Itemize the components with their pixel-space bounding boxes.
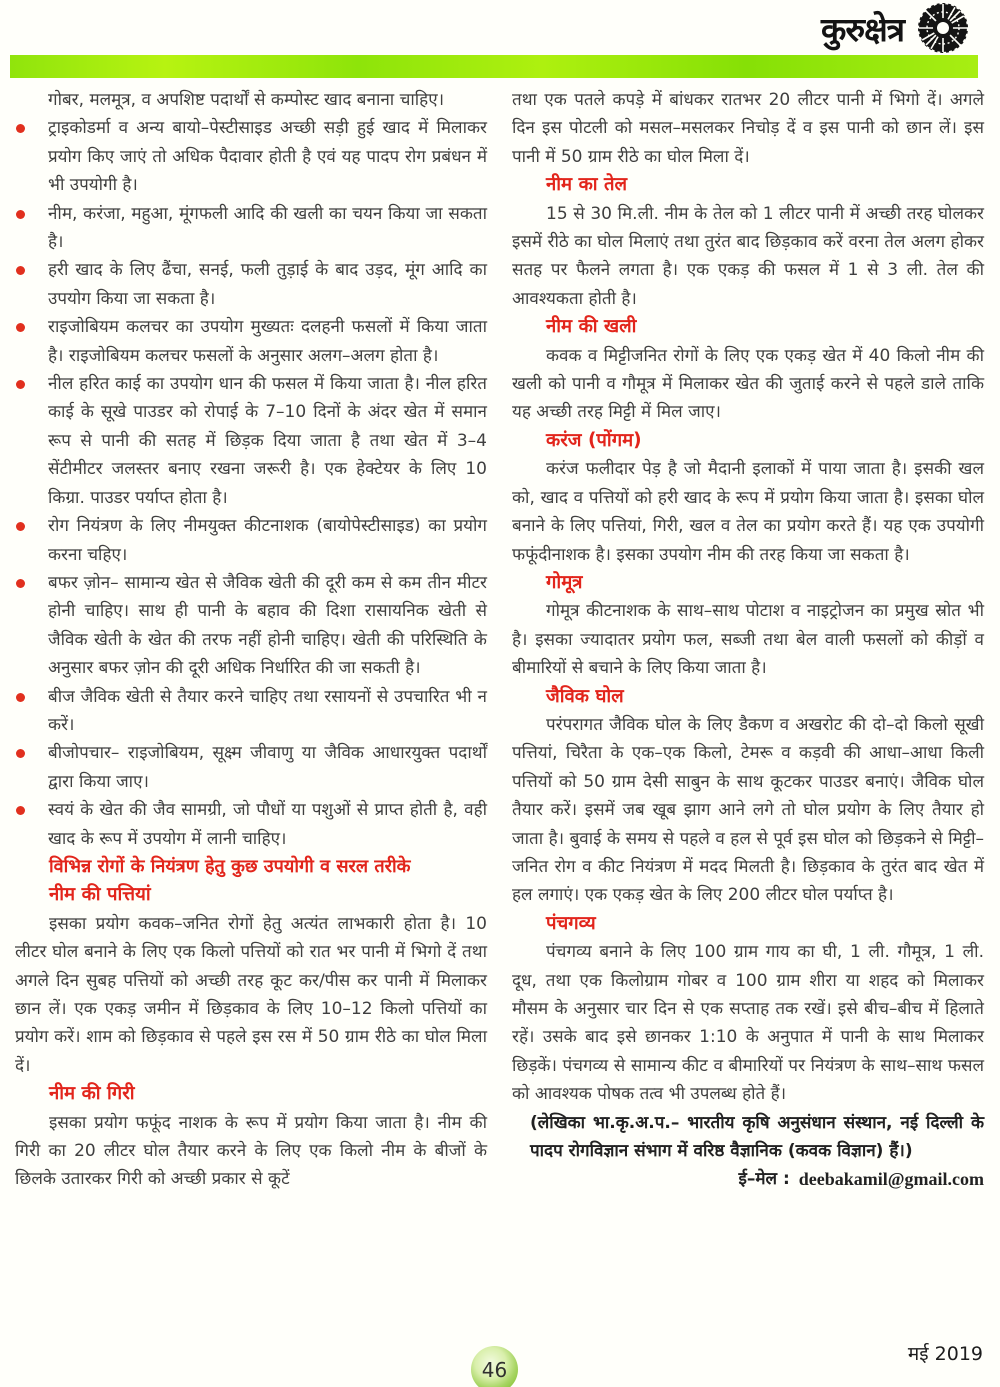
list-item [15,683,487,740]
subheading-neem-kernel: नीम की गिरी [49,1083,135,1105]
header-green-bar [10,55,978,78]
chakra-emblem-icon [916,1,970,55]
bullet-text: बफर ज़ोन– सामान्य खेत से जैविक खेती की दूरी कम से कम तीन मीटर होनी चाहिए। साथ ही पानी के बहाव की दिशा रासायनिक खेती से जैविक खेती के खेत की तरफ नहीं होनी चाहिए। खेती की परिस्थिति के अनुसार बफर ज़ोन की दूरी अधिक निर्धारित की जा सकती है। [48,572,487,679]
list-item [15,200,487,257]
subheading-panchgavya: पंचगव्य [546,912,596,934]
list-item [15,739,487,796]
email-label: ई–मेल : [738,1169,790,1190]
list-item [15,569,487,683]
section-heading: विभिन्न रोगों के नियंत्रण हेतु कुछ उपयोगी व सरल तरीके [49,855,411,877]
right-column [512,86,984,1194]
subheading-neem-cake: नीम की खली [546,316,637,338]
bullet-icon [16,323,25,332]
paragraph: गोमूत्र कीटनाशक के साथ–साथ पोटाश व नाइट्रोजन का प्रमुख स्रोत भी है। इसका ज्यादातर प्रयोग फल, सब्जी तथा बेल वाली फसलों को कीड़ों व बीमारियों से बचाने के लिए किया जाता है। [512,601,984,679]
subheading-jaivik-ghol: जैविक घोल [546,685,624,707]
paragraph: इसका प्रयोग कवक–जनित रोगों हेतु अत्यंत लाभकारी होता है। 10 लीटर घोल बनाने के लिए एक किलो पत्तियों को रात भर पानी में भिगो दें तथा अगले दिन सुबह पत्तियों को अच्छी तरह कूट कर/पीस कर पानी में मिलाकर छान लें। एक एकड़ जमीन में छिड़काव के लिए 10–12 किलो पत्तियों का प्रयोग करें। शाम को छिड़काव से पहले इस रस में 50 ग्राम रीठे का घोल मिला दें। [15,913,487,1076]
paragraph: कवक व मिट्टीजनित रोगों के लिए एक एकड़ खेत में 40 किलो नीम की खली को पानी व गौमूत्र में मिलाकर खेत की जुताई करने से पहले डाले ताकि यह अच्छी तरह मिट्टी में मिल जाए। [512,345,984,423]
subheading-neem-oil: नीम का तेल [546,174,628,196]
paragraph: 15 से 30 मि.ली. नीम के तेल को 1 लीटर पानी में अच्छी तरह घोलकर इसमें रीठे का घोल मिलाएं तथा तुरंत बाद छिड़काव करें वरना तेल अलग होकर सतह पर फैलने लगता है। एक एकड़ की फसल में 1 से 3 ली. तेल की आवश्यकता होती है। [512,203,984,309]
paragraph: करंज फलीदार पेड़ है जो मैदानी इलाकों में पाया जाता है। इसकी खल को, खाद व पत्तियों को हरी खाद के रूप में प्रयोग किया जाता है। इसका घोल बनाने के लिए पत्तियां, गिरी, खल व तेल का प्रयोग करते हैं। यह एक उपयोगी फफूंदीनाशक है। इसका उपयोग नीम की तरह किया जा सकता है। [512,459,984,565]
subheading-neem-leaves: नीम की पत्तियां [49,884,151,906]
paragraph: इसका प्रयोग फफूंद नाशक के रूप में प्रयोग किया जाता है। नीम की गिरी का 20 लीटर घोल तैयार करने के लिए एक किलो नीम के बीजों के छिलके उतारकर गिरी को अच्छी प्रकार से कूटें [15,1112,487,1190]
bullet-icon [16,806,25,815]
author-note: (लेखिका भा.कृ.अ.प.– भारतीय कृषि अनुसंधान संस्थान, नई दिल्ली के पादप रोगविज्ञान संभाग में वरिष्ठ वैज्ञानिक (कवक विज्ञान) हैं।) [530,1112,984,1162]
bullet-text: स्वयं के खेत की जैव सामग्री, जो पौधों या पशुओं से प्राप्त होती है, वही खाद के रूप में उपयोग में लानी चाहिए। [48,800,487,849]
magazine-title: कुरुक्षेत्र [821,10,904,49]
list-item [15,370,487,512]
bullet-icon [16,579,25,588]
bullet-icon [16,380,25,389]
left-column [15,86,487,1194]
bullet-icon [16,266,25,275]
bullet-text: राइजोबियम कलचर का उपयोग मुख्यतः दलहनी फसलों में किया जाता है। राइजोबियम कलचर फसलों के अनुसार अलग–अलग होता है। [48,317,487,366]
email-row [512,1165,984,1193]
list-item [15,796,487,853]
bullet-text: बीजोपचार– राइजोबियम, सूक्ष्म जीवाणु या जैविक आधारयुक्त पदार्थों द्वारा किया जाए। [48,743,487,792]
bullet-icon [16,210,25,219]
bullet-icon [16,124,25,133]
bullet-icon [16,522,25,531]
issue-date: मई 2019 [907,1343,983,1365]
bullet-icon [16,749,25,758]
subheading-karanj: करंज (पोंगम) [546,429,642,451]
bullet-text: हरी खाद के लिए ढैंचा, सनई, फली तुड़ाई के बाद उड़द, मूंग आदि का उपयोग किया जा सकता है। [48,260,487,309]
list-item [15,313,487,370]
email-address: deebakamil@gmail.com [798,1169,984,1190]
list-item [15,512,487,569]
bullet-text: नीम, करंजा, महुआ, मूंगफली आदि की खली का चयन किया जा सकता है। [48,203,487,253]
list-item [15,114,487,199]
continuation-paragraph: तथा एक पतले कपड़े में बांधकर रातभर 20 लीटर पानी में भिगो दें। अगले दिन इस पोटली को मसल–मसलकर निचोड़ दें व इस पानी को छान लें। इस पानी में 50 ग्राम रीठे का घोल मिला दें। [512,90,984,167]
bullet-text: ट्राइकोडर्मा व अन्य बायो–पेस्टीसाइड अच्छी सड़ी हुई खाद में मिलाकर प्रयोग किए जाएं तो अधिक पैदावार होती है एवं यह पादप रोग प्रबंधन में भी उपयोगी है। [48,118,487,196]
subheading-gomutra: गोमूत्र [546,571,583,593]
bullet-text: बीज जैविक खेती से तैयार करने चाहिए तथा रसायनों से उपचारित भी न करें। [48,686,487,735]
continuation-paragraph: गोबर, मलमूत्र, व अपशिष्ट पदार्थों से कम्पोस्ट खाद बनाना चाहिए। [48,90,445,110]
page-number: 46 [481,1357,508,1382]
paragraph: परंपरागत जैविक घोल के लिए डैकण व अखरोट की दो–दो किलो सूखी पत्तियां, चिरैता के एक–एक किलो, टेमरू व कड़वी की आधा–आधा किली पत्तियों को 50 ग्राम देसी साबुन के साथ कूटकर पाउडर बनाएं। जैविक घोल तैयार करें। इसमें जब खूब झाग आने लगे तो घोल प्रयोग के लिए तैयार हो जाता है। बुवाई के समय से पहले व हल से पूर्व इस घोल को छिड़कने से मिट्टी–जनित रोग व कीट नियंत्रण में मदद मिलती है। छिड़काव के तुरंत बाद खेत में हल लगाएं। एक एकड़ खेत के लिए 200 लीटर घोल पर्याप्त है। [512,714,984,906]
bullet-text: रोग नियंत्रण के लिए नीमयुक्त कीटनाशक (बायोपेस्टीसाइड) का प्रयोग करना चहिए। [48,516,487,565]
page-number-badge [471,1346,518,1387]
bullet-icon [16,693,25,702]
paragraph: पंचगव्य बनाने के लिए 100 ग्राम गाय का घी, 1 ली. गौमूत्र, 1 ली. दूध, तथा एक किलोग्राम गोबर व 100 ग्राम शीरा या शहद को मिलाकर मौसम के अनुसार चार दिन से एक सप्ताह तक रखें। इसे बीच–बीच में हिलाते रहें। उसके बाद इसे छानकर 1:10 के अनुपात में पानी के साथ मिलाकर छिड़कें। पंचगव्य से सामान्य कीट व बीमारियों पर नियंत्रण के साथ–साथ फसल को आवश्यक पोषक तत्व भी उपलब्ध होते हैं। [512,942,984,1105]
list-item [15,256,487,313]
bullet-text: नील हरित काई का उपयोग धान की फसल में किया जाता है। नील हरित काई के सूखे पाउडर को रोपाई के 7–10 दिनों के अंदर खेत में समान रूप से पानी की सतह में छिड़क दिया जाता है तथा खेत में 3–4 सेंटीमीटर जलस्तर बनाए रखना जरूरी है। एक हेक्टेयर के लिए 10 किग्रा. पाउडर पर्याप्त होता है। [48,374,487,508]
